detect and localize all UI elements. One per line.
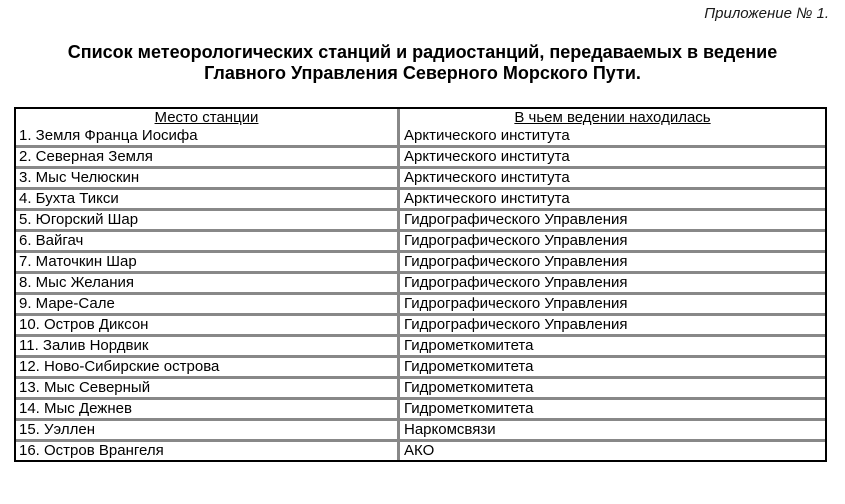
table-row <box>16 418 825 439</box>
table-row <box>16 376 825 397</box>
table-row <box>16 250 825 271</box>
table-row <box>16 145 825 166</box>
station-cell: 5. Югорский Шар <box>16 211 400 229</box>
authority-cell: Гидрометкомитета <box>404 400 534 417</box>
table-row <box>16 439 825 460</box>
table-row <box>16 229 825 250</box>
table-row <box>16 271 825 292</box>
table-row <box>16 127 825 145</box>
table-row <box>16 397 825 418</box>
authority-cell: Гидрографического Управления <box>404 232 628 249</box>
column-header-station-label: Место станции <box>154 109 259 126</box>
table-row <box>16 313 825 334</box>
station-cell: 8. Мыс Желания <box>16 274 400 292</box>
station-cell: 16. Остров Врангеля <box>16 442 400 460</box>
authority-cell: Гидрографического Управления <box>404 316 628 333</box>
station-cell: 9. Маре-Сале <box>16 295 400 313</box>
table-row <box>16 355 825 376</box>
authority-cell: Гидрографического Управления <box>404 211 628 228</box>
station-cell: 1. Земля Франца Иосифа <box>16 127 400 145</box>
table-header-row <box>16 109 825 127</box>
authority-cell: Арктического института <box>404 127 570 144</box>
stations-table <box>14 107 827 462</box>
appendix-annotation: Приложение № 1. <box>704 5 829 22</box>
column-header-authority-label: В чьем ведении находилась <box>514 109 711 126</box>
table-row <box>16 208 825 229</box>
station-cell: 7. Маточкин Шар <box>16 253 400 271</box>
station-cell: 12. Ново-Сибирские острова <box>16 358 400 376</box>
column-header-authority <box>400 109 825 127</box>
station-cell: 11. Залив Нордвик <box>16 337 400 355</box>
station-cell: 10. Остров Диксон <box>16 316 400 334</box>
column-header-station <box>16 109 400 127</box>
station-cell: 4. Бухта Тикси <box>16 190 400 208</box>
authority-cell: Гидрометкомитета <box>404 337 534 354</box>
station-cell: 6. Вайгач <box>16 232 400 250</box>
authority-cell: Гидрографического Управления <box>404 295 628 312</box>
document-title-line-2: Главного Управления Северного Морского Пути. <box>204 63 641 83</box>
authority-cell: АКО <box>404 442 435 459</box>
authority-cell: Гидрометкомитета <box>404 358 534 375</box>
document-title <box>0 42 845 84</box>
authority-cell: Гидрографического Управления <box>404 274 628 291</box>
authority-cell: Арктического института <box>404 169 570 186</box>
station-cell: 13. Мыс Северный <box>16 379 400 397</box>
station-cell: 14. Мыс Дежнев <box>16 400 400 418</box>
table-row <box>16 166 825 187</box>
station-cell: 2. Северная Земля <box>16 148 400 166</box>
table-row <box>16 334 825 355</box>
authority-cell: Гидрографического Управления <box>404 253 628 270</box>
authority-cell: Арктического института <box>404 190 570 207</box>
station-cell: 3. Мыс Челюскин <box>16 169 400 187</box>
document-title-line-1: Список метеорологических станций и радиостанций, передаваемых в ведение <box>67 42 778 62</box>
station-cell: 15. Уэллен <box>16 421 400 439</box>
authority-cell: Арктического института <box>404 148 570 165</box>
authority-cell: Наркомсвязи <box>404 421 496 438</box>
table-row <box>16 187 825 208</box>
table-body <box>16 127 825 460</box>
table-row <box>16 292 825 313</box>
authority-cell: Гидрометкомитета <box>404 379 534 396</box>
